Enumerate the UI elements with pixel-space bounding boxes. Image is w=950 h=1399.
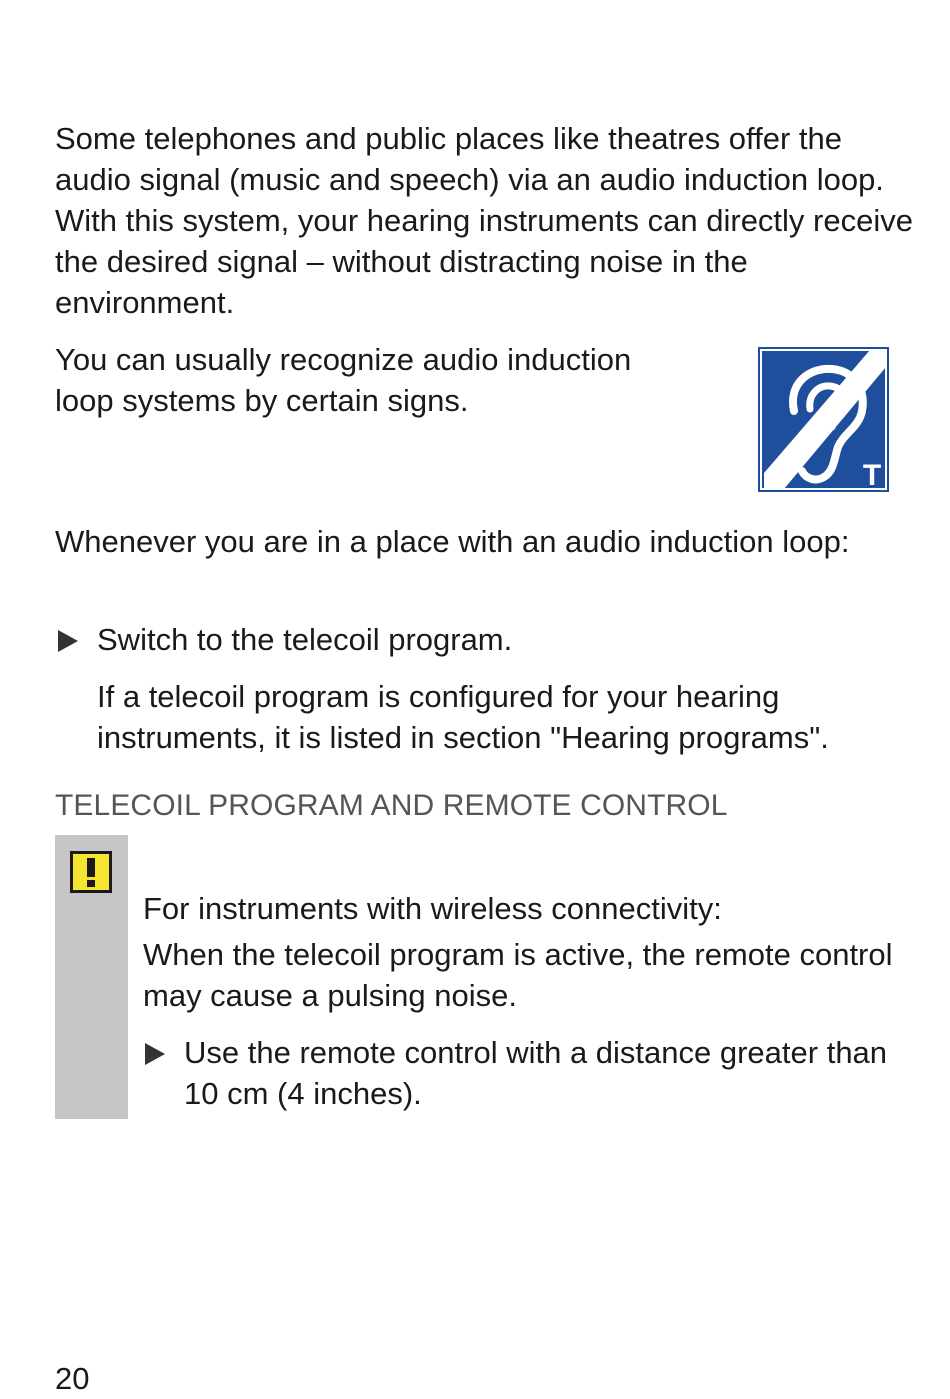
- warning-step: Use the remote control with a distance greater than 10 cm (4 inches).: [184, 1035, 888, 1111]
- step-result: If a telecoil program is configured for your hearing instruments, it is listed in section "Hearing programs".: [97, 679, 829, 755]
- sign-letter: T: [862, 459, 882, 492]
- warning-body: When the telecoil program is active, the remote control may cause a pulsing noise.: [143, 937, 893, 1013]
- section-heading: TELECOIL PROGRAM AND REMOTE CONTROL: [55, 789, 728, 822]
- step-instruction: Switch to the telecoil program.: [97, 622, 513, 657]
- page-number: 20: [55, 1361, 90, 1396]
- whenever-paragraph: Whenever you are in a place with an audio induction loop:: [55, 524, 850, 559]
- warning-intro: For instruments with wireless connectivity:: [143, 891, 722, 926]
- step-arrow-icon: [145, 1043, 165, 1065]
- intro-paragraph: Some telephones and public places like theatres offer the audio signal (music and speech) via an audio induction loop. With this system, your hearing instruments can directly receive the desired signal – without distracting noise in the environment.: [55, 121, 913, 320]
- hearing-loop-sign-icon: [758, 347, 889, 492]
- warning-exclamation-icon: [70, 851, 112, 893]
- step-arrow-icon: [58, 630, 78, 652]
- recognize-paragraph: You can usually recognize audio induction loop systems by certain signs.: [55, 342, 632, 418]
